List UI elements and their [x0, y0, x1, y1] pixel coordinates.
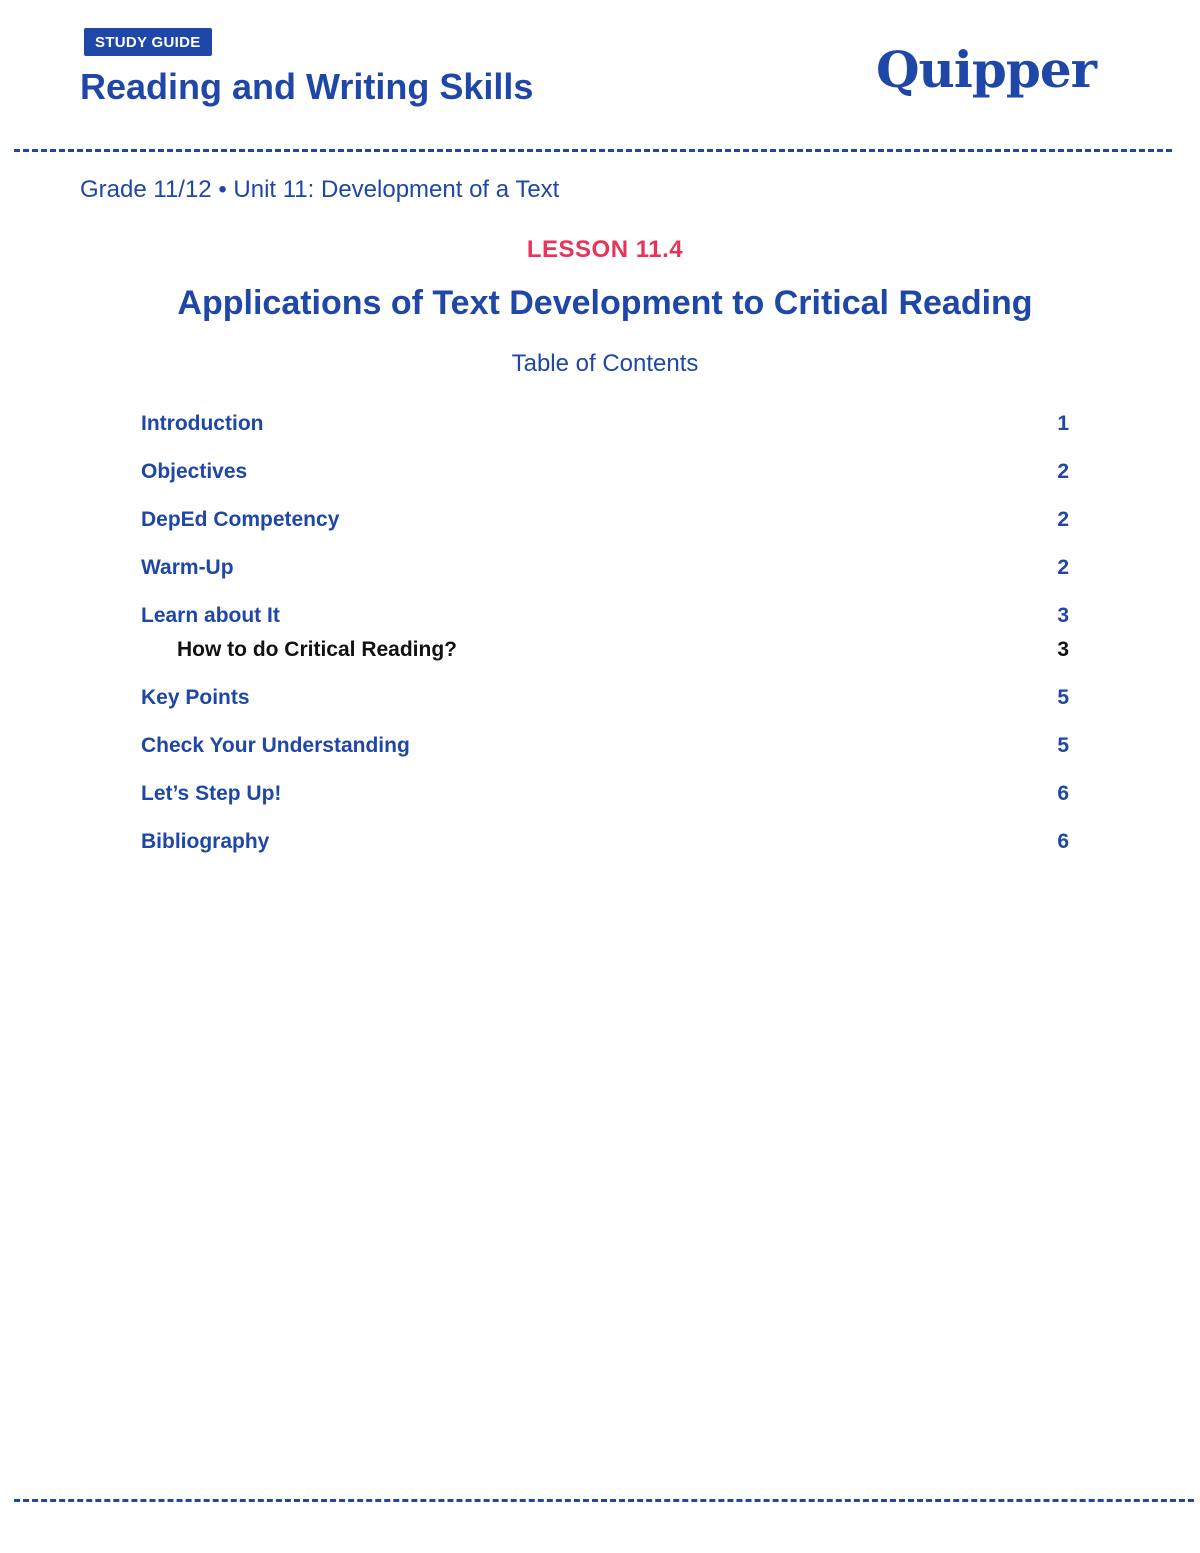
toc-entry-page: 1 [1057, 412, 1069, 435]
lesson-label: LESSON 11.4 [526, 236, 684, 263]
table-of-contents [141, 412, 1069, 860]
toc-entry-bibliography[interactable] [141, 830, 1069, 860]
toc-entry-page: 5 [1057, 686, 1069, 709]
toc-entry-page: 3 [1057, 638, 1069, 661]
toc-entry-page: 2 [1057, 556, 1069, 579]
toc-entry-introduction[interactable] [141, 412, 1069, 442]
toc-entry-label: Objectives [141, 460, 248, 483]
toc-entry-label: Introduction [141, 412, 264, 435]
toc-entry-page: 2 [1057, 508, 1069, 531]
toc-entry-label: Warm-Up [141, 556, 234, 579]
toc-entry-page: 6 [1057, 830, 1069, 853]
toc-entry-check-understanding[interactable] [141, 734, 1069, 764]
lesson-title: Applications of Text Development to Critical Reading [177, 284, 1033, 322]
grade-unit-line: Grade 11/12 • Unit 11: Development of a Text [80, 176, 560, 203]
toc-entry-page: 6 [1057, 782, 1069, 805]
toc-entry-page: 5 [1057, 734, 1069, 757]
toc-subentry-critical-reading[interactable] [141, 638, 1069, 668]
toc-entry-objectives[interactable] [141, 460, 1069, 490]
toc-entry-page: 2 [1057, 460, 1069, 483]
toc-entry-page: 3 [1057, 604, 1069, 627]
toc-entry-label: How to do Critical Reading? [177, 638, 458, 661]
bottom-divider [14, 1499, 1194, 1502]
toc-entry-lets-step-up[interactable] [141, 782, 1069, 812]
toc-heading: Table of Contents [511, 350, 699, 377]
subject-title: Reading and Writing Skills [80, 66, 534, 107]
toc-entry-deped-competency[interactable] [141, 508, 1069, 538]
toc-entry-learn-about-it[interactable] [141, 604, 1069, 634]
top-divider [14, 149, 1172, 152]
toc-entry-label: Bibliography [141, 830, 270, 853]
toc-entry-key-points[interactable] [141, 686, 1069, 716]
quipper-logo: Quipper [876, 40, 1096, 99]
toc-entry-label: Learn about It [141, 604, 280, 627]
toc-entry-warm-up[interactable] [141, 556, 1069, 586]
toc-entry-label: Key Points [141, 686, 250, 709]
study-guide-badge: STUDY GUIDE [84, 28, 212, 56]
toc-entry-label: DepEd Competency [141, 508, 340, 531]
toc-entry-label: Let’s Step Up! [141, 782, 282, 805]
toc-entry-label: Check Your Understanding [141, 734, 410, 757]
